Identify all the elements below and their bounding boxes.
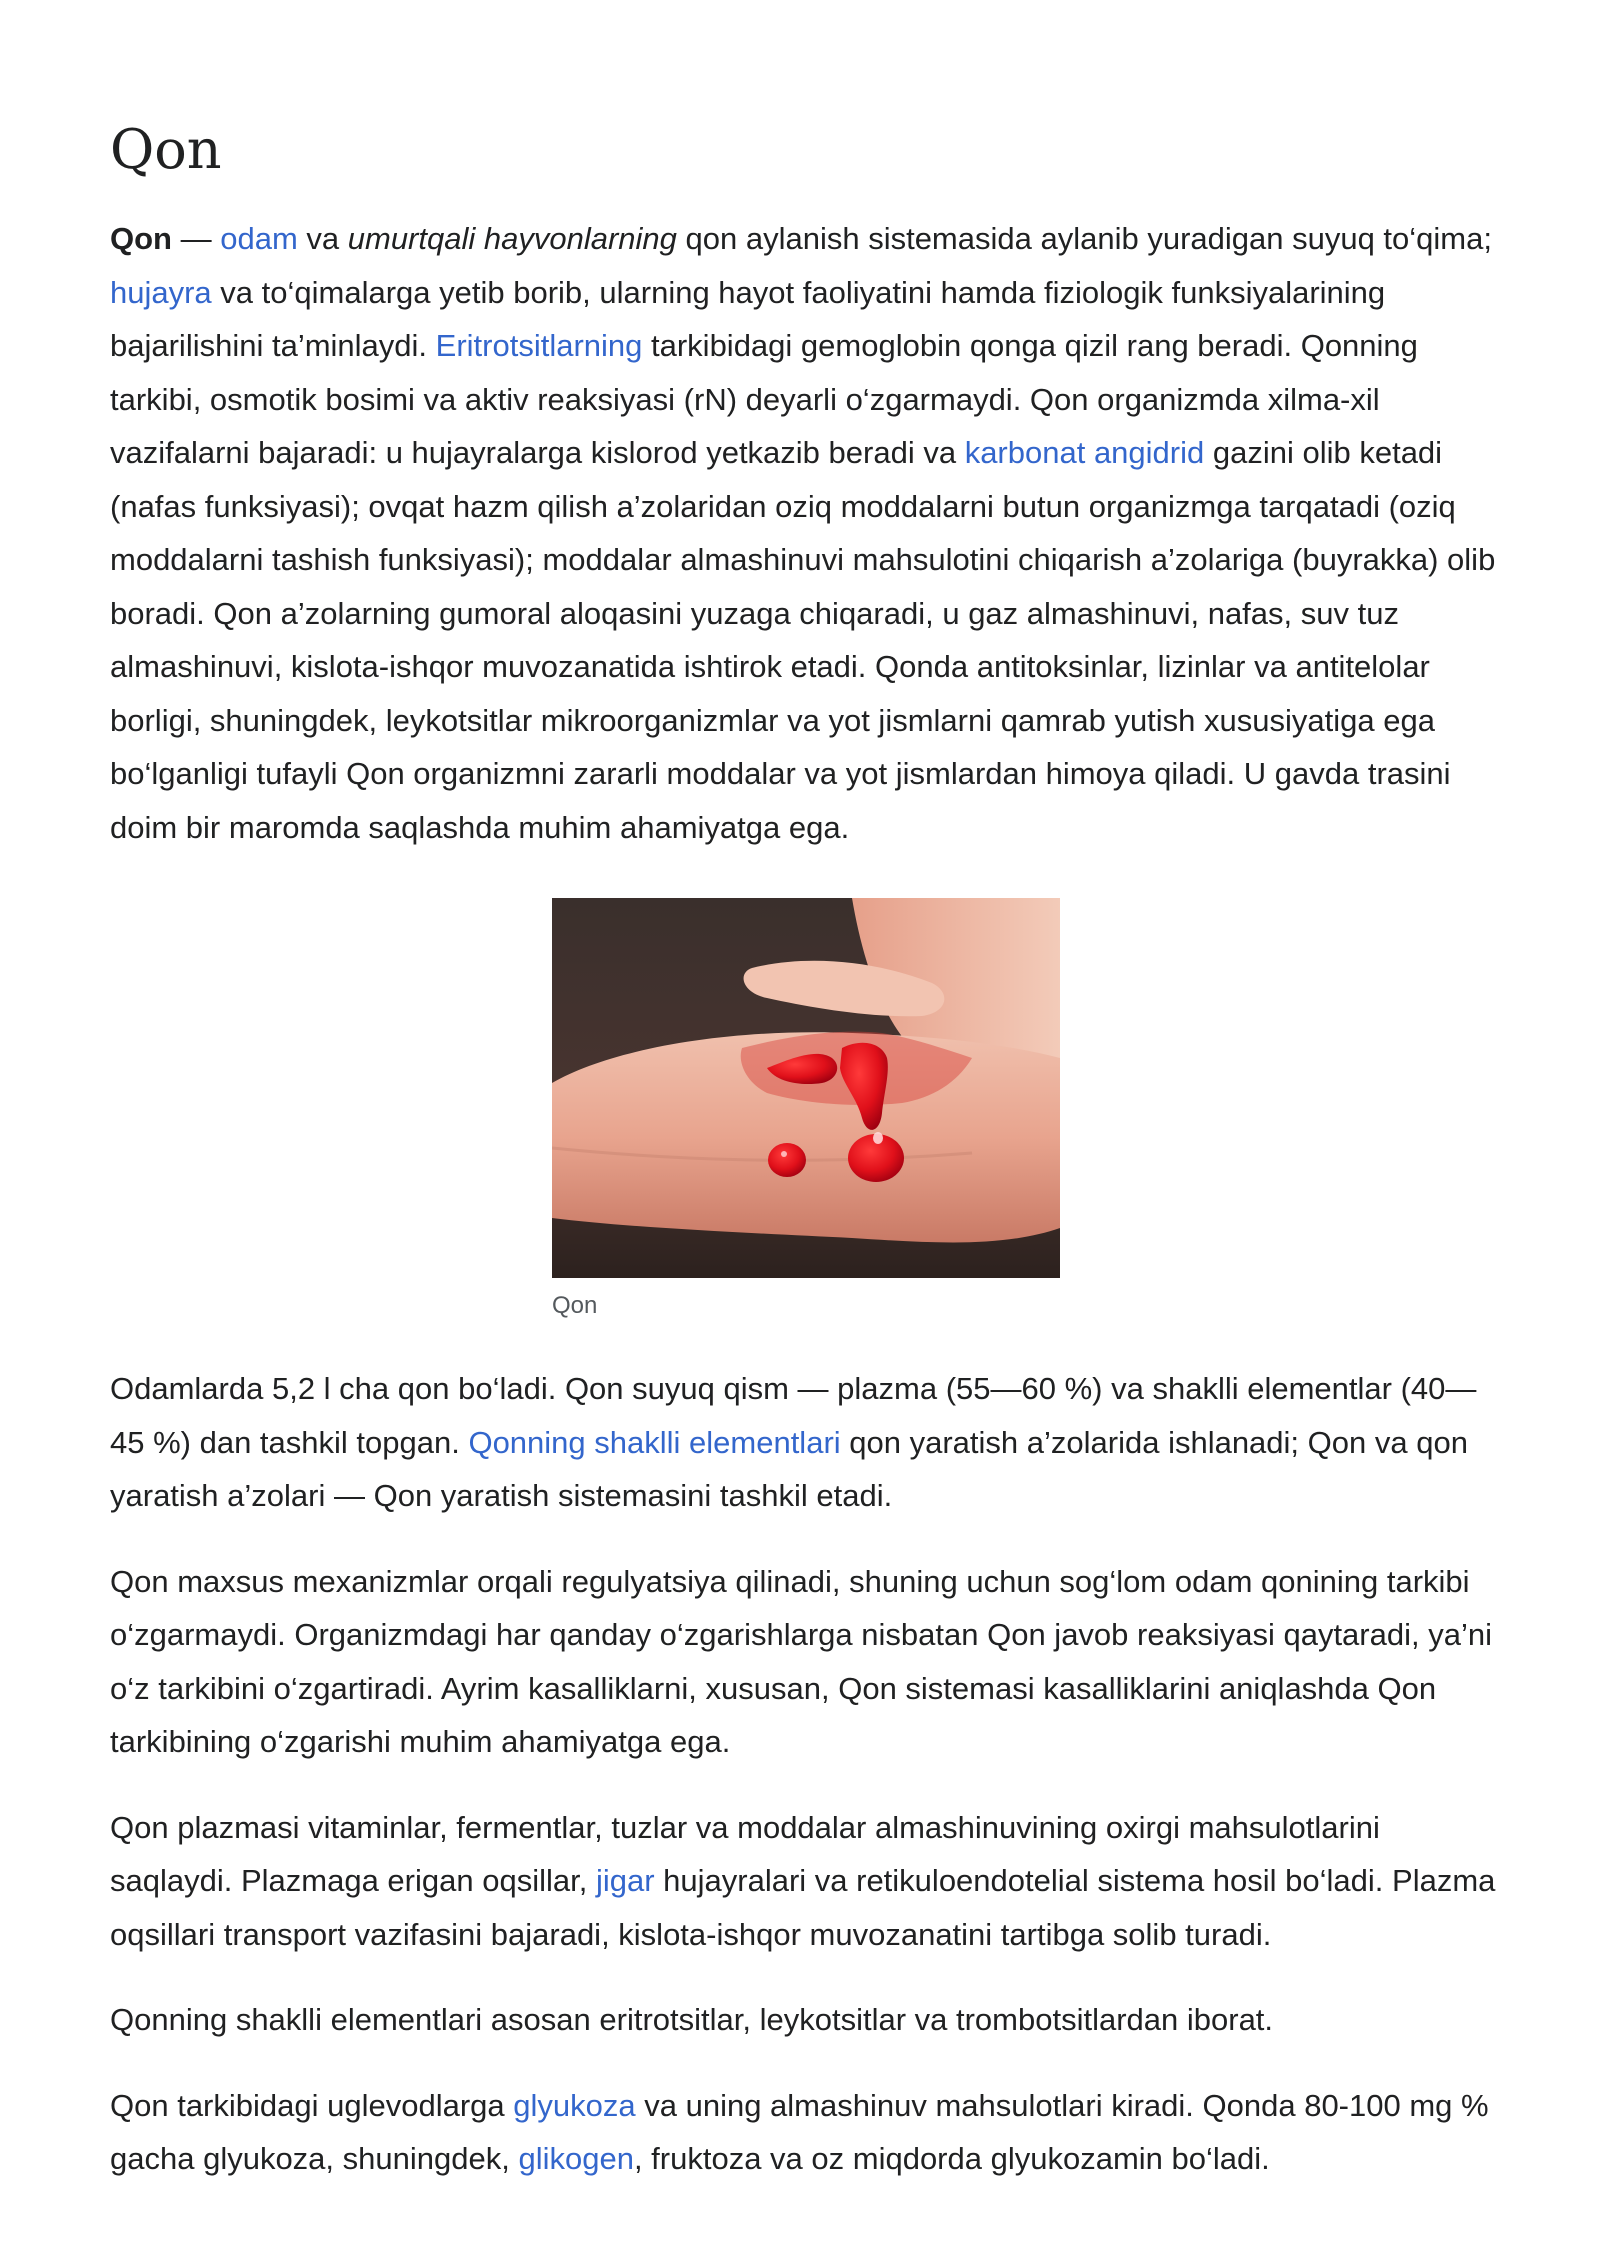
bleeding-finger-photo[interactable] bbox=[552, 898, 1060, 1278]
text-fragment: qon aylanish sistemasida aylanib yuradigan suyuq to‘qima; bbox=[676, 221, 1492, 256]
link-eritrotsitlarning[interactable]: Eritrotsitlarning bbox=[435, 328, 643, 363]
link-glikogen[interactable]: glikogen bbox=[518, 2141, 634, 2176]
link-glyukoza[interactable]: glyukoza bbox=[513, 2087, 636, 2123]
text-fragment: qon yaratish a’zolarida ishlanadi; Qon va qon yaratish a’zolari — Qon yaratish sistemasini tashkil etadi. bbox=[110, 1424, 1468, 1513]
text-fragment: va bbox=[297, 221, 348, 256]
text-fragment: , fruktoza va oz miqdorda glyukozamin bo‘ladi. bbox=[633, 2141, 1270, 2176]
paragraph-3: Qon maxsus mexanizmlar orqali regulyatsiya qilinadi, shuning uchun sog‘lom odam qonining tarkibi o‘zgarmaydi. Organizmdagi har qanday o‘zgarishlarga nisbatan Qon javob reaksiyasi qaytaradi, ya’ni o‘z tarkibini o‘zgartiradi. Ayrim kasalliklarni, xususan, Qon sistemasi kasalliklarini aniqlashda Qon tarkibining o‘zgarishi muhim ahamiyatga ega. bbox=[110, 1563, 1492, 1759]
link-karbonat-angidrid[interactable]: karbonat angidrid bbox=[964, 435, 1205, 470]
paragraph-5: Qonning shaklli elementlari asosan eritrotsitlar, leykotsitlar va trombotsitlardan iborat. bbox=[110, 2002, 1274, 2037]
intro-paragraph bbox=[110, 212, 1510, 854]
text-fragment: va uning almashinuv mahsulotlari kiradi. Qonda 80-100 mg % gacha glyukoza, shuningdek, bbox=[110, 2087, 1489, 2176]
figure-caption: Qon bbox=[552, 1292, 598, 1319]
text-fragment: gazini olib ketadi (nafas funksiyasi); ovqat hazm qilish a’zolaridan oziq moddalarni butun organizmga tarqatadi (oziq moddalarni tashish funksiyasi); moddalar almashinuvi mahsulotini chiqarish a’zolariga (buyrakka) olib boradi. Qon a’zolarning gumoral aloqasini yuzaga chiqaradi, u gaz almashinuvi, nafas, suv tuz almashinuvi, kislota-ishqor muvozanatida ishtirok etadi. Qonda antitoksinlar, lizinlar va antitelolar borligi, shuningdek, leykotsitlar mikroorganizmlar va yot jismlarni qamrab yutish xususiyatiga ega bo‘lganligi tufayli Qon organizmni zararli moddalar va yot jismlardan himoya qiladi. U gavda trasini doim bir maromda saqlashda muhim ahamiyatga ega. bbox=[110, 435, 1496, 845]
paragraph-4 bbox=[110, 1801, 1510, 1962]
text-fragment: — bbox=[172, 221, 221, 256]
figure bbox=[552, 898, 1060, 1326]
paragraph-2 bbox=[110, 1362, 1510, 1523]
italic-text: umurtqali hayvonlarning bbox=[347, 221, 677, 256]
link-hujayra[interactable]: hujayra bbox=[110, 274, 212, 310]
paragraph-6 bbox=[110, 2079, 1510, 2186]
text-fragment: hujayralari va retikuloendotelial sistema hosil bo‘ladi. Plazma oqsillari transport vazifasini bajaradi, kislota-ishqor muvozanatini tartibga solib turadi. bbox=[110, 1863, 1496, 1952]
text-fragment: Qon plazmasi vitaminlar, fermentlar, tuzlar va moddalar almashinuvining oxirgi mahsulotlarini saqlaydi. Plazmaga erigan oqsillar, bbox=[110, 1809, 1380, 1898]
link-qonning-shaklli-elementlari[interactable]: Qonning shaklli elementlari bbox=[468, 1424, 841, 1460]
text-fragment: Odamlarda 5,2 l cha qon bo‘ladi. Qon suyuq qism — plazma (55—60 %) va shaklli elementlar (40—45 %) dan tashkil topgan. bbox=[110, 1371, 1477, 1460]
link-odam[interactable]: odam bbox=[220, 221, 298, 256]
text-fragment: Qon tarkibidagi uglevodlarga bbox=[110, 2087, 514, 2123]
term-bold: Qon bbox=[110, 221, 172, 256]
link-jigar[interactable]: jigar bbox=[595, 1863, 655, 1898]
article-content bbox=[110, 110, 1510, 2218]
text-fragment: tarkibidagi gemoglobin qonga qizil rang beradi. Qonning tarkibi, osmotik bosimi va aktiv reaksiyasi (rN) deyarli o‘zgarmaydi. Qon organizmda xilma-xil vazifalarni bajaradi: u hujayralarga kislorod yetkazib beradi va bbox=[110, 328, 1418, 470]
text-fragment: va to‘qimalarga yetib borib, ularning hayot faoliyatini hamda fiziologik funksiyalarining bajarilishini ta’minlaydi. bbox=[110, 274, 1386, 363]
page-title: Qon bbox=[110, 118, 222, 181]
